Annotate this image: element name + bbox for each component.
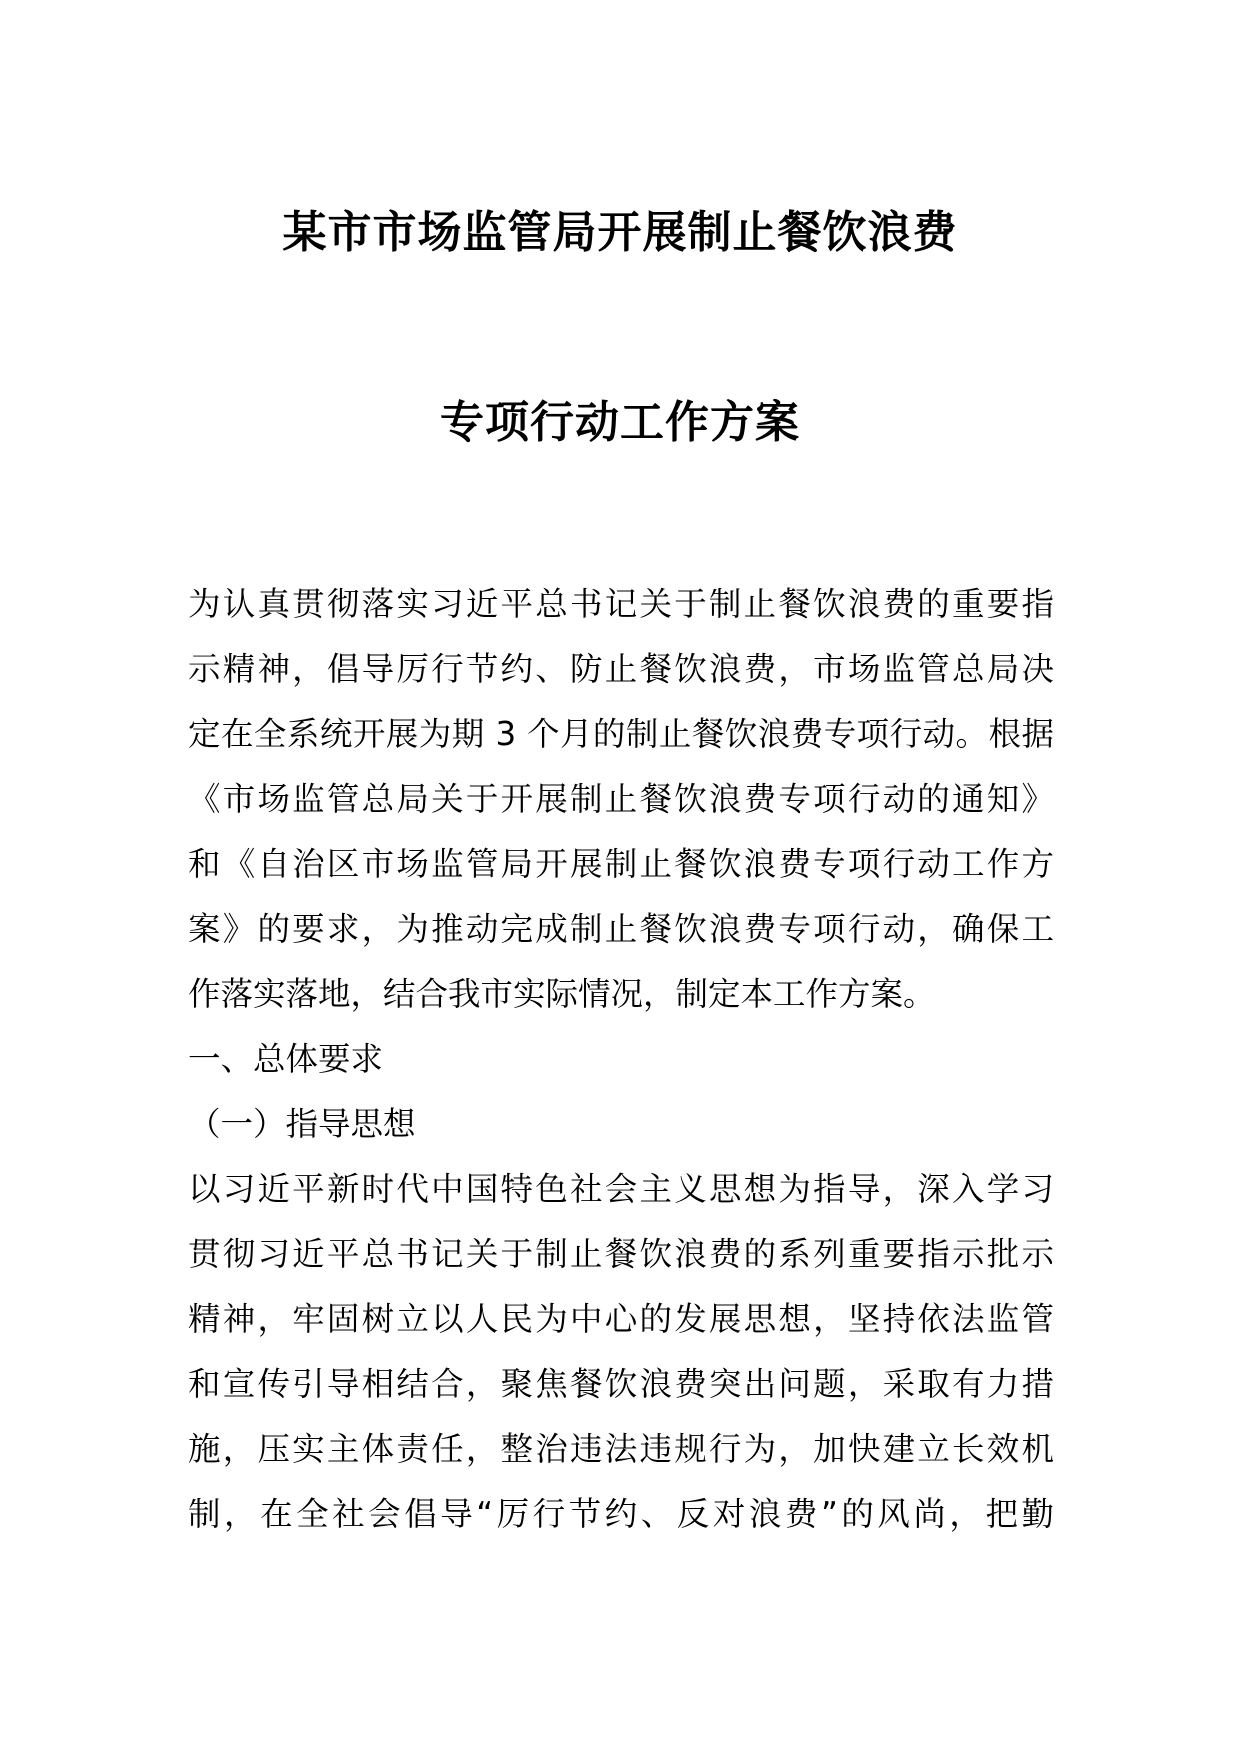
guiding-line: 精神，牢固树立以人民为中心的发展思想，坚持依法监管 [188,1300,1054,1338]
intro-line: 《市场监管总局关于开展制止餐饮浪费专项行动的通知》 [188,780,1054,818]
guiding-line: 制，在全社会倡导“厉行节约、反对浪费”的风尚，把勤 [188,1495,1054,1533]
subsection-heading: （一）指导思想 [188,1105,416,1143]
document-title-line2: 专项行动工作方案 [440,397,800,448]
section-heading: 一、总体要求 [188,1040,384,1078]
guiding-thought-paragraph [188,1157,1054,1547]
guiding-line: 以习近平新时代中国特色社会主义思想为指导，深入学习 [188,1170,1054,1208]
intro-line: 和《自治区市场监管局开展制止餐饮浪费专项行动工作方 [188,845,1054,883]
intro-line: 定在全系统开展为期 3 个月的制止餐饮浪费专项行动。根据 [188,715,1054,753]
intro-line: 为认真贯彻落实习近平总书记关于制止餐饮浪费的重要指 [188,585,1054,623]
intro-line: 作落实落地，结合我市实际情况，制定本工作方案。 [188,975,936,1013]
guiding-line: 施，压实主体责任，整治违法违规行为，加快建立长效机 [188,1430,1054,1468]
intro-paragraph [188,572,1054,1027]
intro-line: 案》的要求，为推动完成制止餐饮浪费专项行动，确保工 [188,910,1054,948]
guiding-line: 和宣传引导相结合，聚焦餐饮浪费突出问题，采取有力措 [188,1365,1054,1403]
guiding-line: 贯彻习近平总书记关于制止餐饮浪费的系列重要指示批示 [188,1235,1054,1273]
document-title-line1: 某市市场监管局开展制止餐饮浪费 [282,207,958,258]
intro-line: 示精神，倡导厉行节约、防止餐饮浪费，市场监管总局决 [188,650,1054,688]
